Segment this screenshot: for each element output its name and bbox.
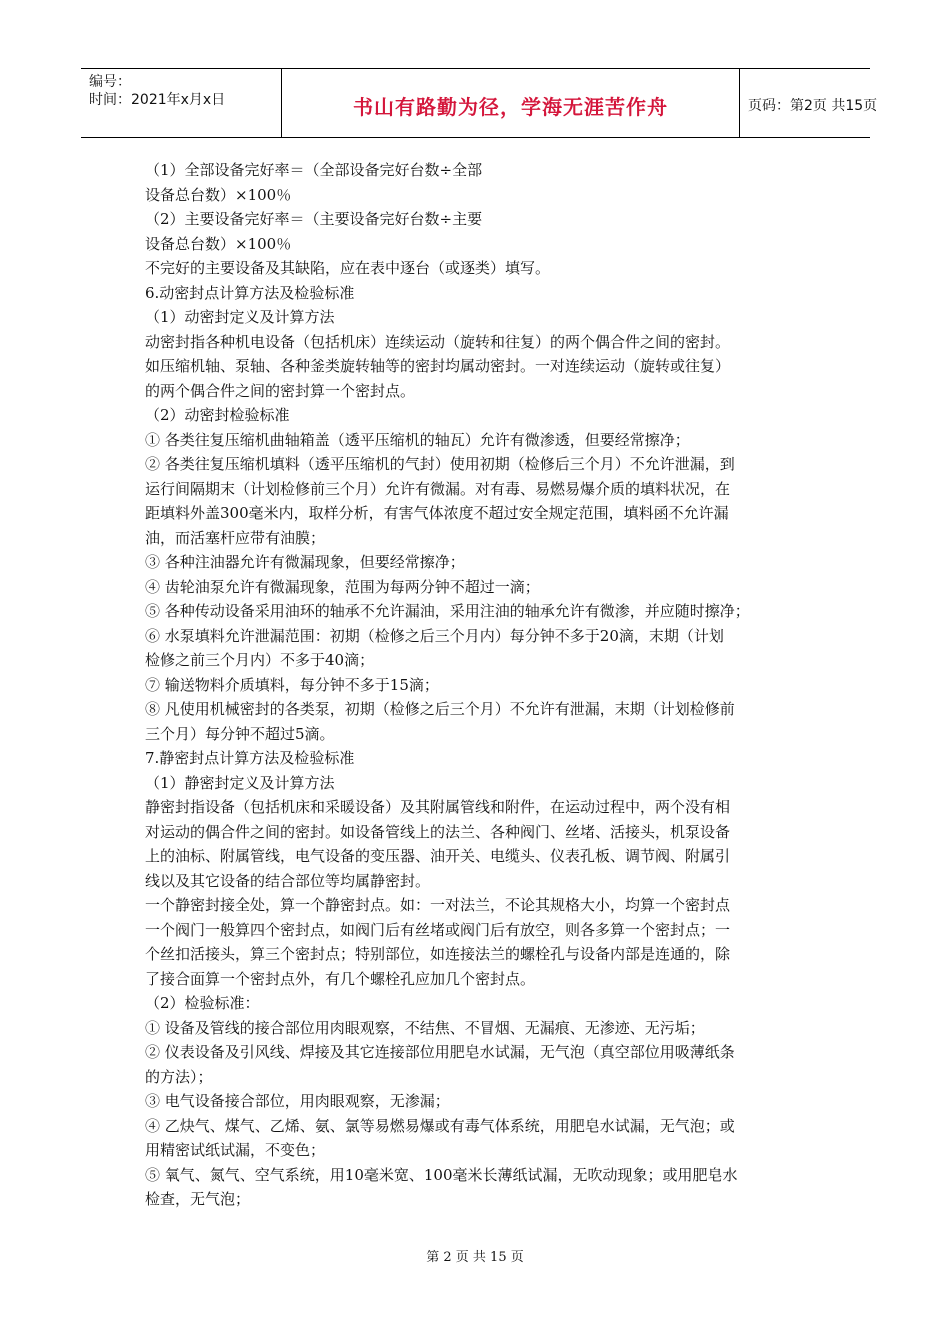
- body-text-line: ⑧ 凡使用机械密封的各类泵，初期（检修之后三个月）不允许有泄漏，末期（计划检修前: [145, 700, 735, 718]
- body-text-line: ② 各类往复压缩机填料（透平压缩机的气封）使用初期（检修后三个月）不允许泄漏，到: [145, 455, 735, 473]
- body-text-line: 设备总台数）×100％: [145, 234, 292, 253]
- body-text-line: 如压缩机轴、泵轴、各种釜类旋转轴等的密封均属动密封。一对连续运动（旋转或往复）: [145, 357, 731, 375]
- body-text-line: 6.动密封点计算方法及检验标准: [145, 283, 355, 302]
- page-header: [81, 68, 878, 138]
- body-text-line: 油，而活塞杆应带有油膜；: [145, 528, 326, 547]
- header-page-info: 页码：第2页 共15页: [748, 98, 878, 114]
- body-text-line: 动密封指各种机电设备（包括机床）连续运动（旋转和往复）的两个偶合件之间的密封。: [145, 332, 731, 351]
- body-text-line: （1）全部设备完好率＝（全部设备完好台数÷全部: [145, 161, 483, 179]
- header-left-cell: [81, 69, 281, 137]
- body-text-line: 个丝扣活接头，算三个密封点；特别部位，如连接法兰的螺栓孔与设备内部是连通的，除: [145, 945, 731, 963]
- body-text-line: 一个阀门一般算四个密封点，如阀门后有丝堵或阀门后有放空，则各多算一个密封点；一: [145, 920, 731, 939]
- body-text-line: 用精密试纸试漏，不变色；: [145, 1141, 326, 1159]
- body-text-line: ⑤ 氧气、氮气、空气系统，用10毫米宽、100毫米长薄纸试漏，无吹动现象；或用肥皂水: [145, 1165, 738, 1184]
- body-text-line: ③ 电气设备接合部位，用肉眼观察，无渗漏；: [145, 1092, 450, 1110]
- body-text-line: 静密封指设备（包括机床和采暖设备）及其附属管线和附件，在运动过程中，两个没有相: [145, 798, 731, 816]
- body-text-line: （2）检验标准：: [145, 994, 260, 1012]
- body-text-line: ④ 齿轮油泵允许有微漏现象，范围为每两分钟不超过一滴；: [145, 577, 540, 596]
- header-motto-cell: [281, 69, 740, 137]
- body-text-line: 上的油标、附属管线，电气设备的变压器、油开关、电缆头、仪表孔板、调节阀、附属引: [145, 847, 731, 865]
- body-text-line: ④ 乙炔气、煤气、乙烯、氨、氯等易燃易爆或有毒气体系统，用肥皂水试漏，无气泡；或: [145, 1116, 735, 1135]
- body-text-line: 不完好的主要设备及其缺陷，应在表中逐台（或逐类）填写。: [145, 259, 551, 277]
- header-page-cell: [739, 69, 878, 137]
- body-text-line: 了接合面算一个密封点外，有几个螺栓孔应加几个密封点。: [145, 969, 536, 988]
- body-text-line: ② 仪表设备及引风线、焊接及其它连接部位用肥皂水试漏，无气泡（真空部位用吸薄纸条: [145, 1043, 735, 1061]
- body-text-line: 对运动的偶合件之间的密封。如设备管线上的法兰、各种阀门、丝堵、活接头，机泵设备: [145, 822, 731, 841]
- body-text-line: 的两个偶合件之间的密封算一个密封点。: [145, 381, 416, 400]
- body-text-line: 运行间隔期末（计划检修前三个月）允许有微漏。对有毒、易燃易爆介质的填料状况，在: [145, 479, 731, 498]
- body-text-line: 线以及其它设备的结合部位等均属静密封。: [145, 871, 431, 890]
- body-text-line: 检修之前三个月内）不多于40滴；: [145, 651, 375, 669]
- body-text-line: 设备总台数）×100％: [145, 185, 292, 204]
- document-number-label: 编号：: [89, 74, 131, 90]
- body-text-line: （2）动密封检验标准: [145, 406, 290, 424]
- body-text-line: （1）静密封定义及计算方法: [145, 773, 335, 792]
- body-text-line: ① 各类往复压缩机曲轴箱盖（透平压缩机的轴瓦）允许有微渗透，但要经常擦净；: [145, 430, 690, 449]
- header-motto: 书山有路勤为径，学海无涯苦作舟: [353, 95, 668, 119]
- body-text-line: （1）动密封定义及计算方法: [145, 308, 335, 326]
- document-date-label: 时间：2021年x月x日: [89, 92, 226, 108]
- body-text-line: 一个静密封接全处，算一个静密封点。如：一对法兰，不论其规格大小，均算一个密封点: [145, 896, 731, 914]
- body-text-line: 三个月）每分钟不超过5滴。: [145, 724, 335, 743]
- body-text-line: 7.静密封点计算方法及检验标准: [145, 749, 355, 767]
- body-text-line: 的方法）；: [145, 1067, 213, 1086]
- body-text-line: ⑤ 各种传动设备采用油环的轴承不允许漏油，采用注油的轴承允许有微渗，并应随时擦净；: [145, 602, 750, 620]
- page-footer: 第 2 页 共 15 页: [426, 1250, 524, 1265]
- body-text-line: （2）主要设备完好率＝（主要设备完好台数÷主要: [145, 210, 483, 228]
- body-text-line: 检查，无气泡；: [145, 1190, 251, 1208]
- body-text-line: ③ 各种注油器允许有微漏现象，但要经常擦净；: [145, 553, 465, 571]
- body-text-line: ⑥ 水泵填料允许泄漏范围：初期（检修之后三个月内）每分钟不多于20滴，末期（计划: [145, 626, 724, 645]
- body-text-line: ⑦ 输送物料介质填料，每分钟不多于15滴；: [145, 675, 439, 694]
- body-text-line: ① 设备及管线的接合部位用肉眼观察，不结焦、不冒烟、无漏痕、无渗迹、无污垢；: [145, 1018, 705, 1037]
- body-text-line: 距填料外盖300毫米内，取样分析，有害气体浓度不超过安全规定范围，填料函不允许漏: [145, 504, 729, 522]
- document-body: [145, 158, 825, 1212]
